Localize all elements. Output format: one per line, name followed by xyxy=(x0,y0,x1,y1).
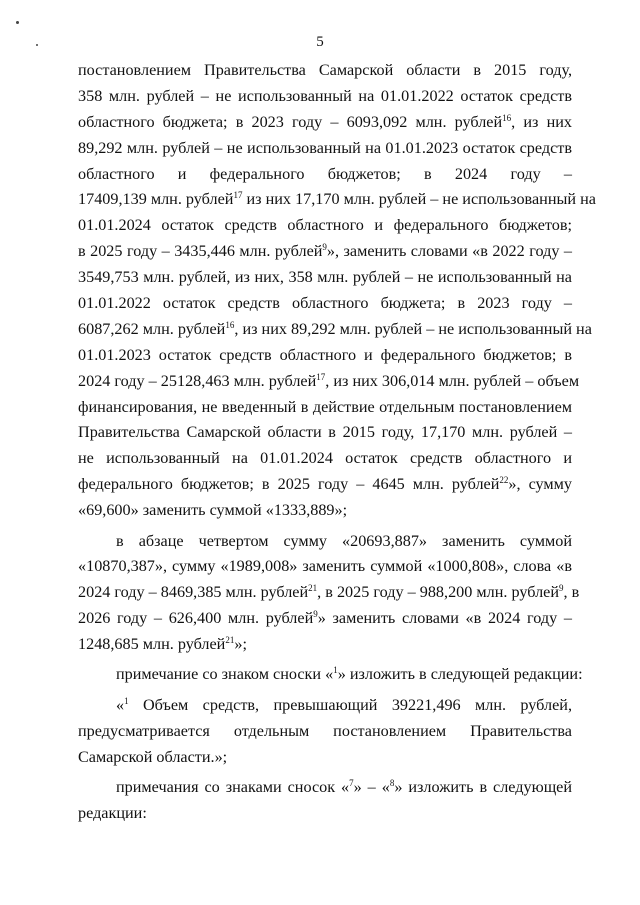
footnote-mark: 9 xyxy=(313,609,318,620)
footnote-mark: 1 xyxy=(333,665,338,676)
text-line xyxy=(78,775,572,801)
text-line xyxy=(78,662,583,688)
text-line xyxy=(78,745,572,771)
line-text: областного и федерального бюджетов; в 2024 году – xyxy=(78,164,572,183)
footnote-mark: 21 xyxy=(225,635,235,646)
line-text: 2026 году – 626,400 млн. рублей xyxy=(78,609,314,628)
text-line xyxy=(78,136,572,162)
line-text: », сумму xyxy=(508,475,573,494)
text-line xyxy=(78,446,572,472)
line-text: » изложить в следующей xyxy=(394,778,573,797)
line-text: 01.01.2022 остаток средств областного бюджета; в 2023 году – xyxy=(78,294,572,313)
text-line xyxy=(78,58,572,84)
line-text: предусматривается отдельным постановлением Правительства xyxy=(78,721,572,740)
footnote-mark: 7 xyxy=(349,778,354,789)
text-line xyxy=(78,554,572,580)
line-text: » изложить в следующей редакции: xyxy=(337,665,583,684)
text-line xyxy=(78,632,572,658)
text-line xyxy=(78,187,596,213)
footnote-mark: 21 xyxy=(308,583,318,594)
line-text: », заменить словами «в 2022 году – xyxy=(326,242,572,261)
line-text: 01.01.2024 остаток средств областного и федерального бюджетов; xyxy=(78,216,572,235)
line-text: 3549,753 млн. рублей, из них, 358 млн. рублей – не использованный на xyxy=(78,268,572,287)
line-text: постановлением Правительства Самарской области в 2015 году, xyxy=(78,61,572,79)
text-line xyxy=(78,291,572,317)
text-line xyxy=(78,580,580,606)
text-line xyxy=(78,317,592,343)
text-line xyxy=(78,395,572,421)
text-line xyxy=(78,239,572,265)
text-line xyxy=(78,420,572,446)
line-text: Объем средств, превышающий 39221,496 млн. рублей, xyxy=(128,695,572,714)
text-line xyxy=(78,213,572,239)
footnote-mark: 22 xyxy=(499,475,509,486)
line-text: » – « xyxy=(353,778,390,797)
line-text: «69,600» заменить суммой «1333,889»; xyxy=(78,501,348,520)
line-text: областного бюджета; в 2023 году – 6093,092 млн. рублей xyxy=(78,112,503,131)
line-text: в абзаце четвертом сумму «20693,887» заменить суммой xyxy=(116,531,572,550)
line-text: «10870,387», сумму «1989,008» заменить суммой «1000,808», слова «в xyxy=(78,557,572,576)
line-text: редакции: xyxy=(78,803,147,822)
footnote-mark: 16 xyxy=(225,319,235,330)
text-line xyxy=(78,801,572,827)
footnote-mark: 1 xyxy=(124,695,129,706)
line-text: примечания со знаками сносок « xyxy=(116,778,350,797)
line-text: 89,292 млн. рублей – не использованный на 01.01.2023 остаток средств xyxy=(78,138,572,157)
line-text: 358 млн. рублей – не использованный на 01.01.2022 остаток средств xyxy=(78,86,572,105)
line-text: примечание со знаком сноски « xyxy=(116,665,334,684)
footnote-mark: 9 xyxy=(322,242,327,253)
line-text: Самарской области.»; xyxy=(78,747,228,766)
line-text: в 2025 году – 3435,446 млн. рублей xyxy=(78,242,323,261)
text-line xyxy=(78,110,572,136)
line-text: 2024 году – 8469,385 млн. рублей xyxy=(78,583,309,602)
line-text: 01.01.2023 остаток средств областного и федерального бюджетов; в xyxy=(78,345,572,364)
line-text: »; xyxy=(234,635,247,654)
scan-speck xyxy=(16,21,19,24)
line-text: финансирования, не введенный в действие отдельным постановлением xyxy=(78,397,572,416)
line-text: не использованный на 01.01.2024 остаток средств областного и xyxy=(78,449,572,468)
text-line xyxy=(78,719,572,745)
text-line xyxy=(78,529,572,555)
text-line xyxy=(78,369,580,395)
line-text: из них 17,170 млн. рублей – не использованный на xyxy=(242,190,596,209)
line-text: , из них 89,292 млн. рублей – не использованный на xyxy=(234,319,592,338)
line-text: 6087,262 млн. рублей xyxy=(78,319,226,338)
footnote-mark: 17 xyxy=(316,371,326,382)
footnote-mark: 9 xyxy=(559,583,564,594)
line-text: Правительства Самарской области в 2015 году, 17,170 млн. рублей – xyxy=(78,423,572,442)
line-text: « xyxy=(116,695,125,714)
footnote-mark: 17 xyxy=(233,190,243,201)
text-line xyxy=(78,498,572,524)
text-line xyxy=(78,343,572,369)
text-line xyxy=(78,162,572,188)
text-line xyxy=(78,693,572,719)
text-line xyxy=(78,606,572,632)
page-number: 5 xyxy=(316,34,324,50)
line-text: федерального бюджетов; в 2025 году – 4645 млн. рублей xyxy=(78,475,500,494)
line-text: 17409,139 млн. рублей xyxy=(78,190,234,209)
footnote-mark: 16 xyxy=(502,112,512,123)
text-line xyxy=(78,84,572,110)
line-text: 1248,685 млн. рублей xyxy=(78,635,226,654)
line-text: » заменить словами «в 2024 году – xyxy=(317,609,572,628)
line-text: , из них xyxy=(511,112,572,131)
line-text: , в xyxy=(563,583,580,602)
text-line xyxy=(78,265,572,291)
line-text: , из них 306,014 млн. рублей – объем xyxy=(325,371,580,390)
line-text: 2024 году – 25128,463 млн. рублей xyxy=(78,371,317,390)
text-line xyxy=(78,472,572,498)
document-body xyxy=(78,58,596,827)
line-text: , в 2025 году – 988,200 млн. рублей xyxy=(317,583,559,602)
footnote-mark: 8 xyxy=(389,778,395,789)
